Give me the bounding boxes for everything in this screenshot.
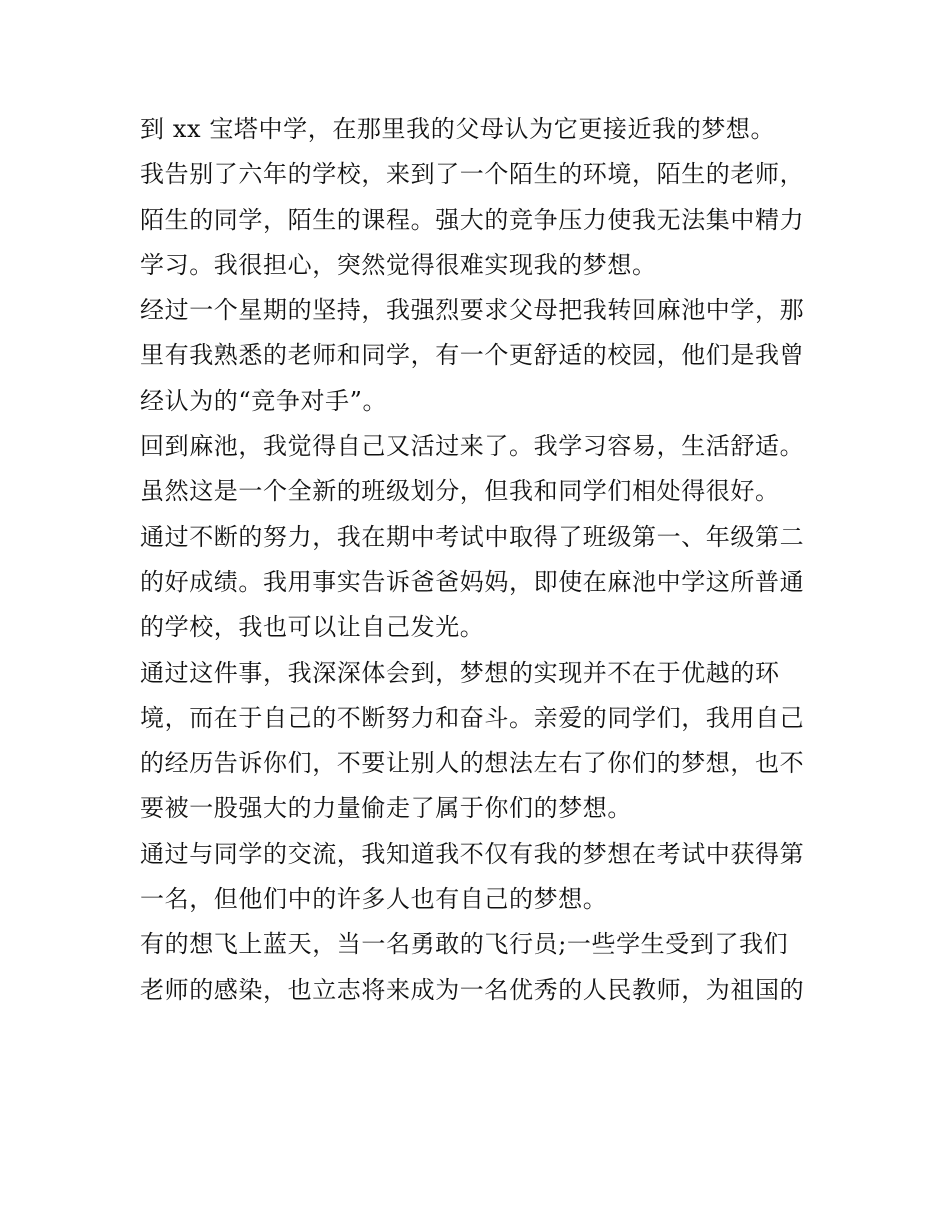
text-line: 要被一股强大的力量偷走了属于你们的梦想。 [140, 794, 632, 823]
text-line: 有的想飞上蓝天，当一名勇敢的飞行员;一些学生受到了我们 [140, 930, 789, 959]
text-line: 的学校，我也可以让自己发光。 [140, 613, 485, 642]
text-line: 经认为的“竞争对手”。 [140, 386, 388, 415]
text-line: 通过与同学的交流，我知道我不仅有我的梦想在考试中获得第 [140, 839, 805, 868]
text-line: 学习。我很担心，突然觉得很难实现我的梦想。 [140, 250, 657, 279]
text-line: 境，而在于自己的不断努力和奋斗。亲爱的同学们，我用自己 [140, 703, 805, 732]
text-line: 通过这件事，我深深体会到，梦想的实现并不在于优越的环 [140, 658, 780, 687]
text-line: 的好成绩。我用事实告诉爸爸妈妈，即使在麻池中学这所普通 [140, 567, 805, 596]
text-line: 虽然这是一个全新的班级划分，但我和同学们相处得很好。 [140, 477, 780, 506]
text-line: 通过不断的努力，我在期中考试中取得了班级第一、年级第二 [140, 522, 805, 551]
essay-text [140, 107, 820, 1013]
text-line: 的经历告诉你们，不要让别人的想法左右了你们的梦想，也不 [140, 749, 805, 778]
text-line: 陌生的同学，陌生的课程。强大的竞争压力使我无法集中精力 [140, 205, 805, 234]
text-line: 我告别了六年的学校，来到了一个陌生的环境，陌生的老师， [140, 160, 805, 189]
text-line: 老师的感染，也立志将来成为一名优秀的人民教师，为祖国的 [140, 975, 805, 1004]
text-line: 到 xx 宝塔中学，在那里我的父母认为它更接近我的梦想。 [140, 115, 776, 143]
text-line: 回到麻池，我觉得自己又活过来了。我学习容易，生活舒适。 [140, 432, 805, 461]
text-line: 经过一个星期的坚持，我强烈要求父母把我转回麻池中学，那 [140, 296, 805, 325]
text-line: 一名，但他们中的许多人也有自己的梦想。 [140, 885, 608, 914]
text-line: 里有我熟悉的老师和同学，有一个更舒适的校园，他们是我曾 [140, 341, 805, 370]
